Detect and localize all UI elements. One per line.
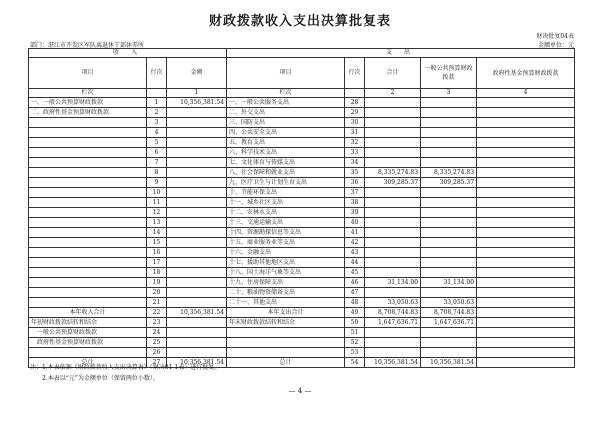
expense-fund-budget	[477, 108, 575, 118]
income-item: 年初财政拨款结转和结余	[29, 318, 147, 328]
expense-item: 十四、资源勘探信息等支出	[227, 228, 345, 238]
expense-fund-budget	[477, 248, 575, 258]
expense-item: 十七、援助其他地区支出	[227, 258, 345, 268]
expense-row-number: 49	[345, 308, 365, 318]
table-row	[29, 298, 575, 308]
table-row	[29, 118, 575, 128]
expense-total	[365, 208, 421, 218]
expense-item: 八、社会保障和就业支出	[227, 168, 345, 178]
expense-general-budget	[421, 108, 477, 118]
expense-item: 五、教育支出	[227, 138, 345, 148]
expense-fund-budget	[477, 338, 575, 348]
expense-row-number: 34	[345, 158, 365, 168]
income-amount	[167, 158, 227, 168]
expense-fund-budget	[477, 278, 575, 288]
expense-item: 十三、交通运输支出	[227, 218, 345, 228]
expense-general-budget	[421, 228, 477, 238]
expense-total	[365, 258, 421, 268]
expense-row-number: 40	[345, 218, 365, 228]
expense-item	[227, 328, 345, 338]
expense-fund-budget	[477, 148, 575, 158]
expense-fund-budget	[477, 168, 575, 178]
expense-total	[365, 198, 421, 208]
expense-general-budget	[421, 268, 477, 278]
income-row-number: 13	[147, 218, 167, 228]
table-row	[29, 338, 575, 348]
expense-fund-budget	[477, 218, 575, 228]
expense-row-number: 54	[345, 358, 365, 368]
income-item	[29, 178, 147, 188]
income-item	[29, 348, 147, 358]
income-item	[29, 248, 147, 258]
income-amount	[167, 328, 227, 338]
income-row-number: 3	[147, 118, 167, 128]
expense-general-budget	[421, 188, 477, 198]
expense-fund-budget	[477, 318, 575, 328]
expense-item: 本年支出合计	[227, 308, 345, 318]
income-item: 一般公共预算财政拨款	[29, 328, 147, 338]
expense-total: 1,647,636.71	[365, 318, 421, 328]
table-row	[29, 288, 575, 298]
expense-row-number: 28	[345, 98, 365, 108]
expense-row-number: 41	[345, 228, 365, 238]
table-row	[29, 178, 575, 188]
expense-fund-budget	[477, 188, 575, 198]
table-row	[29, 348, 575, 358]
income-header: 收 入	[29, 49, 227, 58]
expense-total	[365, 98, 421, 108]
income-item	[29, 148, 147, 158]
table-row	[29, 158, 575, 168]
income-amount	[167, 288, 227, 298]
expense-row-number: 33	[345, 148, 365, 158]
expense-fund-budget	[477, 208, 575, 218]
expense-fund-budget	[477, 298, 575, 308]
income-row-number: 15	[147, 238, 167, 248]
income-amount	[167, 338, 227, 348]
expense-fund-budget	[477, 228, 575, 238]
income-amount	[167, 348, 227, 358]
expense-total	[365, 138, 421, 148]
expense-general-budget: 309,285.37	[421, 178, 477, 188]
expense-general-budget: 8,708,744.83	[421, 308, 477, 318]
expense-general-budget: 10,356,381.54	[421, 358, 477, 368]
expense-item: 二十、粮油物资储备支出	[227, 288, 345, 298]
table-row	[29, 148, 575, 158]
expense-row-number: 44	[345, 258, 365, 268]
expense-fund-budget	[477, 348, 575, 358]
expense-general-budget	[421, 218, 477, 228]
income-amount	[167, 198, 227, 208]
expense-general-budget: 8,335,274.83	[421, 168, 477, 178]
income-amount	[167, 118, 227, 128]
table-row	[29, 308, 575, 318]
expense-fund-budget	[477, 238, 575, 248]
expense-total: 309,285.37	[365, 178, 421, 188]
income-item	[29, 198, 147, 208]
income-item	[29, 118, 147, 128]
income-item	[29, 208, 147, 218]
income-row-number: 18	[147, 268, 167, 278]
table-row	[29, 228, 575, 238]
table-row	[29, 278, 575, 288]
expense-total	[365, 348, 421, 358]
expense-fund-budget	[477, 98, 575, 108]
income-row-number: 21	[147, 298, 167, 308]
income-rowno-header: 行次	[147, 58, 167, 89]
expense-general-budget: 33,050.63	[421, 298, 477, 308]
income-row-number: 20	[147, 288, 167, 298]
expense-row-number: 51	[345, 328, 365, 338]
expense-general-budget	[421, 238, 477, 248]
income-item: 本年收入合计	[29, 308, 147, 318]
page-title: 财政拨款收入支出决算批复表	[208, 14, 391, 29]
income-row-number: 12	[147, 208, 167, 218]
income-row-number: 22	[147, 308, 167, 318]
income-row-number: 25	[147, 338, 167, 348]
expense-general-budget	[421, 348, 477, 358]
income-row-number: 7	[147, 158, 167, 168]
expense-row-number: 52	[345, 338, 365, 348]
col-number-2: 2	[365, 89, 421, 98]
expense-fund-budget	[477, 138, 575, 148]
table-row	[29, 168, 575, 178]
fund-budget-header: 政府性基金预算财政拨款	[477, 58, 575, 89]
table-row	[29, 238, 575, 248]
table-row	[29, 218, 575, 228]
income-item	[29, 228, 147, 238]
expense-fund-budget	[477, 258, 575, 268]
expense-fund-budget	[477, 128, 575, 138]
income-item	[29, 218, 147, 228]
income-item: 政府性基金预算财政拨款	[29, 338, 147, 348]
expense-general-budget: 1,647,636.71	[421, 318, 477, 328]
expense-general-budget	[421, 158, 477, 168]
table-row	[29, 268, 575, 278]
income-amount	[167, 108, 227, 118]
expense-general-budget	[421, 338, 477, 348]
table-row	[29, 318, 575, 328]
expense-row-number: 39	[345, 208, 365, 218]
expense-total	[365, 128, 421, 138]
income-amount	[167, 298, 227, 308]
expense-total	[365, 328, 421, 338]
expense-row-number: 38	[345, 198, 365, 208]
note-1: 注：1.本表依据《财政拨款收入支出决算表》（财决01-1表）进行批复。	[30, 364, 221, 371]
expense-item: 十一、城乡社区支出	[227, 198, 345, 208]
expense-col-label: 栏次	[227, 89, 345, 98]
note-2: 2.本表以“元”为金额单位（保留两位小数）。	[42, 375, 159, 382]
income-row-number: 24	[147, 328, 167, 338]
expense-fund-budget	[477, 158, 575, 168]
income-amount	[167, 148, 227, 158]
income-item	[29, 168, 147, 178]
expense-general-budget	[421, 198, 477, 208]
income-row-number: 6	[147, 148, 167, 158]
expense-total	[365, 268, 421, 278]
expense-total-header: 合计	[365, 58, 421, 89]
income-row-number: 8	[147, 168, 167, 178]
income-row-number: 1	[147, 98, 167, 108]
expense-fund-budget	[477, 118, 575, 128]
income-item	[29, 188, 147, 198]
expense-total	[365, 118, 421, 128]
expense-item: 一、一般公共服务支出	[227, 98, 345, 108]
col-number-1: 1	[167, 89, 227, 98]
expense-row-number: 43	[345, 248, 365, 258]
expense-general-budget	[421, 208, 477, 218]
expense-total: 8,708,744.83	[365, 308, 421, 318]
income-item: 二、政府性基金预算财政拨款	[29, 108, 147, 118]
income-amount	[167, 138, 227, 148]
income-amount	[167, 278, 227, 288]
expense-item-header: 项目	[227, 58, 345, 89]
expense-general-budget	[421, 248, 477, 258]
income-row-number: 2	[147, 108, 167, 118]
expense-general-budget	[421, 288, 477, 298]
income-row-number: 17	[147, 258, 167, 268]
expense-item: 四、公共安全支出	[227, 128, 345, 138]
expense-total	[365, 338, 421, 348]
income-amount	[167, 238, 227, 248]
expense-item: 年末财政拨款结转和结余	[227, 318, 345, 328]
expense-row-number: 45	[345, 268, 365, 278]
expense-total	[365, 228, 421, 238]
income-item	[29, 268, 147, 278]
expense-general-budget	[421, 118, 477, 128]
income-amount	[167, 218, 227, 228]
expense-row-number: 48	[345, 298, 365, 308]
page-number: — 4 —	[288, 387, 312, 395]
income-amount: 10,356,381.54	[167, 308, 227, 318]
general-budget-header: 一般公共预算财政拨款	[421, 58, 477, 89]
expense-item: 七、文化体育与传媒支出	[227, 158, 345, 168]
expense-item: 二十一、其他支出	[227, 298, 345, 308]
expense-total	[365, 188, 421, 198]
expense-item: 二、外交支出	[227, 108, 345, 118]
expense-general-budget	[421, 128, 477, 138]
income-amount	[167, 178, 227, 188]
expense-total	[365, 148, 421, 158]
notes	[30, 362, 220, 384]
income-row-number: 19	[147, 278, 167, 288]
table-row	[29, 98, 575, 108]
table-row	[29, 138, 575, 148]
table-row	[29, 108, 575, 118]
expense-row-number: 46	[345, 278, 365, 288]
expense-row-number: 50	[345, 318, 365, 328]
expense-fund-budget	[477, 308, 575, 318]
expense-fund-budget	[477, 268, 575, 278]
income-item	[29, 128, 147, 138]
income-amount: 10,356,381.54	[167, 98, 227, 108]
income-amount	[167, 188, 227, 198]
table-row	[29, 188, 575, 198]
income-item: 一、一般公共预算财政拨款	[29, 98, 147, 108]
expense-row-number: 37	[345, 188, 365, 198]
expense-item: 十五、商业服务业等支出	[227, 238, 345, 248]
income-item	[29, 158, 147, 168]
income-row-number: 16	[147, 248, 167, 258]
expense-item: 十九、住房保障支出	[227, 278, 345, 288]
income-amount	[167, 258, 227, 268]
income-amount: 10,356,381.54	[167, 358, 227, 368]
income-amount-header: 金额	[167, 58, 227, 89]
expense-row-number: 42	[345, 238, 365, 248]
expense-general-budget	[421, 138, 477, 148]
expense-row-number: 53	[345, 348, 365, 358]
expense-item: 十二、农林水支出	[227, 208, 345, 218]
income-item: 总计	[29, 358, 147, 368]
expense-rowno-header: 行次	[345, 58, 365, 89]
income-item	[29, 288, 147, 298]
expense-item	[227, 348, 345, 358]
table-row	[29, 328, 575, 338]
income-amount	[167, 268, 227, 278]
form-code: 财决批复04表	[536, 33, 574, 40]
expense-row-number: 30	[345, 118, 365, 128]
income-amount	[167, 208, 227, 218]
expense-total	[365, 108, 421, 118]
income-item-header: 项目	[29, 58, 147, 89]
income-item	[29, 278, 147, 288]
expense-total	[365, 238, 421, 248]
table-row	[29, 258, 575, 268]
expense-general-budget: 31,134.00	[421, 278, 477, 288]
income-amount	[167, 228, 227, 238]
expense-fund-budget	[477, 198, 575, 208]
income-item	[29, 298, 147, 308]
income-row-number: 4	[147, 128, 167, 138]
amount-unit: 金额单位：元	[537, 42, 574, 49]
expense-fund-budget	[477, 288, 575, 298]
income-row-number: 27	[147, 358, 167, 368]
expense-item: 三、国防支出	[227, 118, 345, 128]
department-label: 部门：湛江市开发区军队离退休干部休养所	[30, 42, 145, 49]
expense-total	[365, 158, 421, 168]
table-row	[29, 208, 575, 218]
income-item	[29, 258, 147, 268]
income-col-label: 栏次	[29, 89, 147, 98]
col-number-4: 4	[477, 89, 575, 98]
expense-total: 31,134.00	[365, 278, 421, 288]
income-item	[29, 138, 147, 148]
appropriation-table	[28, 48, 575, 368]
expense-fund-budget	[477, 328, 575, 338]
expense-row-number: 32	[345, 138, 365, 148]
expense-item: 十、节能环保支出	[227, 188, 345, 198]
income-row-number: 10	[147, 188, 167, 198]
expense-item	[227, 338, 345, 348]
table-row	[29, 198, 575, 208]
expense-row-number: 47	[345, 288, 365, 298]
col-number-3: 3	[421, 89, 477, 98]
expense-item: 十八、国土海洋气象等支出	[227, 268, 345, 278]
expense-row-number: 29	[345, 108, 365, 118]
expense-total	[365, 218, 421, 228]
income-row-number: 9	[147, 178, 167, 188]
table-row	[29, 248, 575, 258]
expense-row-number: 36	[345, 178, 365, 188]
expense-fund-budget	[477, 358, 575, 368]
expense-general-budget	[421, 328, 477, 338]
income-row-number: 23	[147, 318, 167, 328]
income-row-number: 14	[147, 228, 167, 238]
expense-item: 十六、金融支出	[227, 248, 345, 258]
expense-item: 六、科学技术支出	[227, 148, 345, 158]
expense-total	[365, 248, 421, 258]
expense-general-budget	[421, 258, 477, 268]
expense-total: 33,050.63	[365, 298, 421, 308]
expense-row-number: 35	[345, 168, 365, 178]
income-amount	[167, 248, 227, 258]
expense-item: 九、医疗卫生与计划生育支出	[227, 178, 345, 188]
income-amount	[167, 168, 227, 178]
expense-general-budget	[421, 148, 477, 158]
expense-header: 支 出	[227, 49, 575, 58]
expense-total: 8,335,274.83	[365, 168, 421, 178]
expense-fund-budget	[477, 178, 575, 188]
income-row-number: 5	[147, 138, 167, 148]
expense-item: 总计	[227, 358, 345, 368]
income-row-number: 26	[147, 348, 167, 358]
expense-total	[365, 288, 421, 298]
expense-total: 10,356,381.54	[365, 358, 421, 368]
income-amount	[167, 128, 227, 138]
expense-general-budget	[421, 98, 477, 108]
income-row-number: 11	[147, 198, 167, 208]
expense-row-number: 31	[345, 128, 365, 138]
table-row	[29, 128, 575, 138]
income-item	[29, 238, 147, 248]
income-amount	[167, 318, 227, 328]
